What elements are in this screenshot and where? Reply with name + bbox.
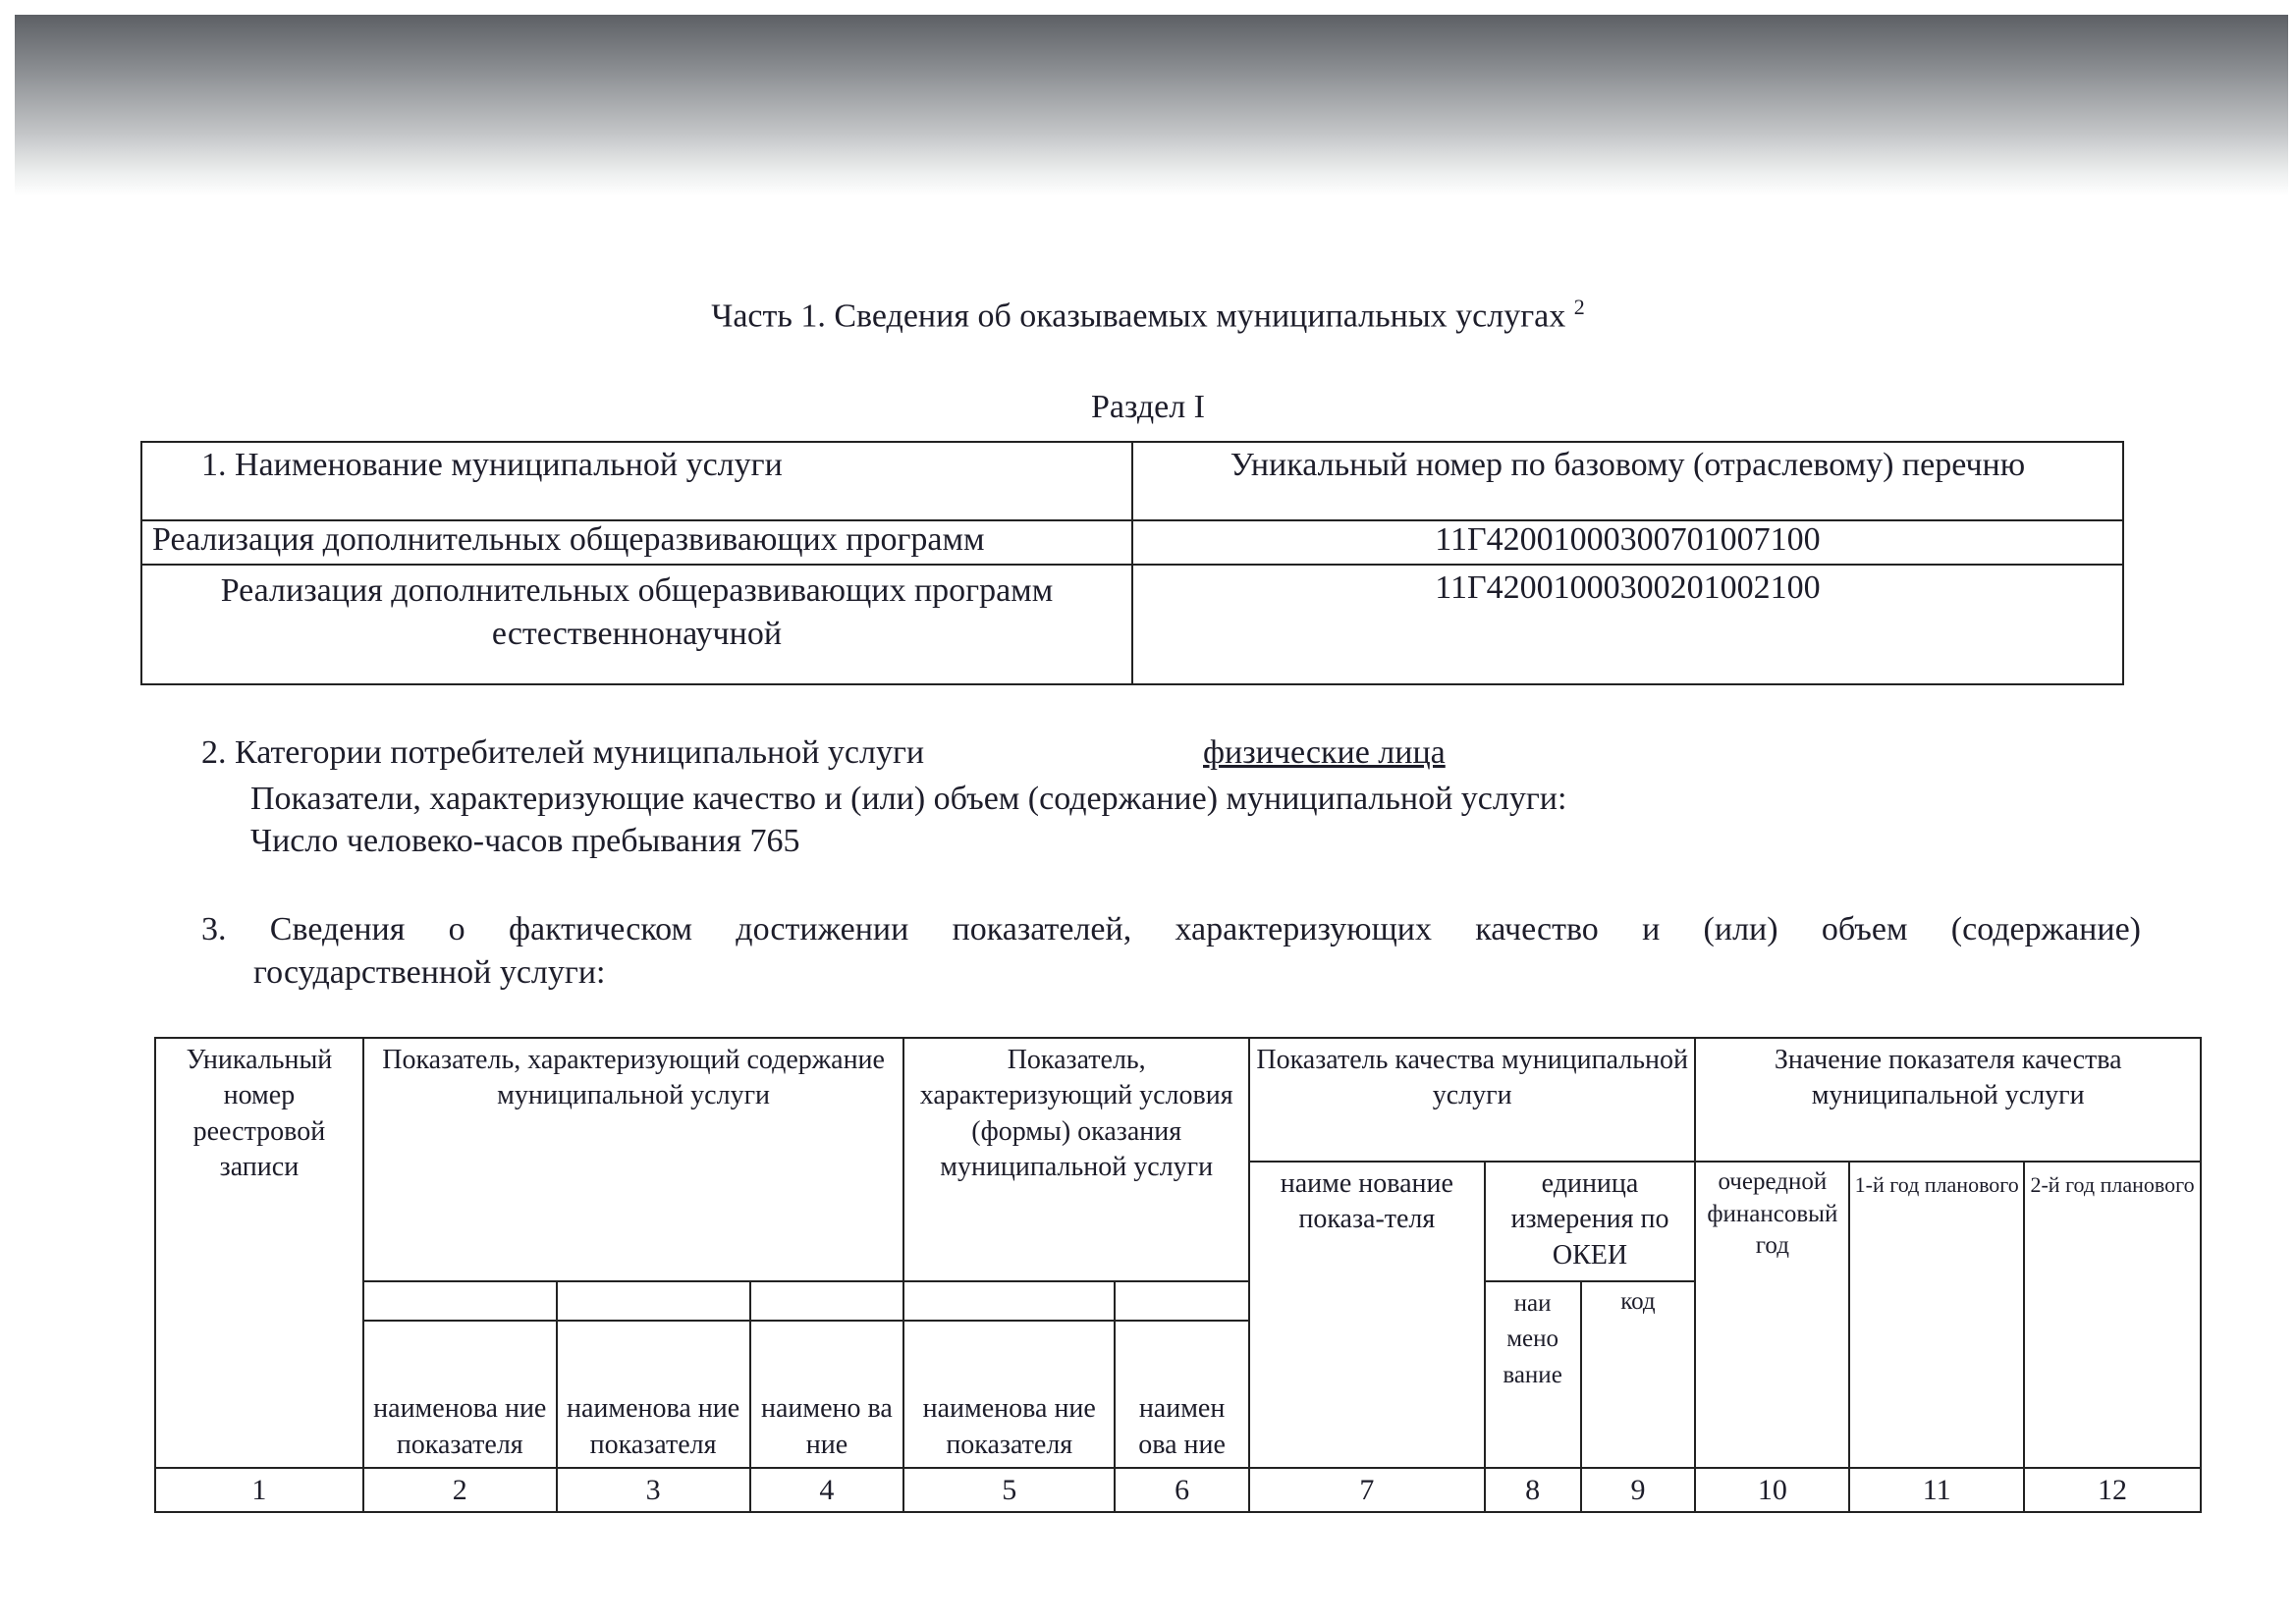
- column-number: 11: [1849, 1468, 2024, 1512]
- column-number: 4: [750, 1468, 904, 1512]
- column-number: 2: [363, 1468, 557, 1512]
- quality-name-header: наиме нование показа-теля: [1249, 1162, 1485, 1468]
- column-number: 3: [557, 1468, 750, 1512]
- service-name-cell: Реализация дополнительных общеразвивающих программ естественнонаучной: [141, 565, 1132, 684]
- content-name2-header: наименова ние показателя: [557, 1321, 750, 1468]
- conditions-indicator-header: Показатель, характеризующий условия (формы) оказания муниципальной услуги: [903, 1038, 1249, 1281]
- plan-year2-header: 2-й год планового: [2024, 1162, 2201, 1468]
- item3-line2: государственной услуги:: [253, 954, 606, 991]
- scan-shadow: [15, 15, 2288, 196]
- content-name1-header: наименова ние показателя: [363, 1321, 557, 1468]
- indicators-line: Показатели, характеризующие качество и (или) объем (содержание) муниципальной услуги:: [250, 781, 1567, 817]
- service-table: [140, 441, 2124, 685]
- plan-year1-header: 1-й год планового: [1849, 1162, 2024, 1468]
- consumer-category-value: физические лица: [1203, 734, 1446, 771]
- unit-name-header: наи мено вание: [1485, 1281, 1581, 1468]
- column-number: 6: [1115, 1468, 1249, 1512]
- page-title: Часть 1. Сведения об оказываемых муниципальных услугах $^2$: [711, 295, 1585, 335]
- column-number: 9: [1581, 1468, 1696, 1512]
- service-name-cell: Реализация дополнительных общеразвивающих программ: [141, 520, 1132, 565]
- empty-cell: [903, 1281, 1115, 1321]
- conditions-name1-header: наименова ние показателя: [903, 1321, 1115, 1468]
- item3-line1: 3. Сведения о фактическом достижении показателей, характеризующих качество и (или) объем (содержание): [201, 911, 2141, 947]
- column-number: 8: [1485, 1468, 1581, 1512]
- unit-code-header: код: [1581, 1281, 1696, 1468]
- column-number: 10: [1695, 1468, 1849, 1512]
- service-code-cell: 11Г42001000300201002100: [1132, 565, 2123, 684]
- table-row: [141, 565, 2123, 684]
- empty-cell: [557, 1281, 750, 1321]
- section-title: Раздел I: [1091, 389, 1205, 425]
- consumer-category-label: 2. Категории потребителей муниципальной услуги: [201, 734, 925, 771]
- service-code-header: Уникальный номер по базовому (отраслевому) перечню: [1132, 442, 2123, 520]
- empty-cell: [1115, 1281, 1249, 1321]
- service-code-cell: 11Г42001000300701007100: [1132, 520, 2123, 565]
- column-number: 5: [903, 1468, 1115, 1512]
- column-number: 1: [155, 1468, 363, 1512]
- empty-cell: [363, 1281, 557, 1321]
- indicators-table: [154, 1037, 2202, 1513]
- column-number: 7: [1249, 1468, 1485, 1512]
- conditions-name2-header: наимен ова ние: [1115, 1321, 1249, 1468]
- service-table-header: [141, 442, 2123, 520]
- column-number: 12: [2024, 1468, 2201, 1512]
- empty-cell: [750, 1281, 904, 1321]
- content-indicator-header: Показатель, характеризующий содержание муниципальной услуги: [363, 1038, 904, 1281]
- hours-line: Число человеко-часов пребывания 765: [250, 823, 800, 859]
- service-name-header: 1. Наименование муниципальной услуги: [141, 442, 1132, 520]
- unique-number-header: Уникальный номер реестровой записи: [155, 1038, 363, 1468]
- current-year-header: очередной финансовый год: [1695, 1162, 1849, 1468]
- column-numbers-row: [155, 1468, 2201, 1512]
- table-row: [141, 520, 2123, 565]
- quality-indicator-header: Показатель качества муниципальной услуги: [1249, 1038, 1695, 1162]
- quality-value-header: Значение показателя качества муниципальной услуги: [1695, 1038, 2201, 1162]
- content-name3-header: наимено ва ние: [750, 1321, 904, 1468]
- unit-okei-header: единица измерения по ОКЕИ: [1485, 1162, 1696, 1281]
